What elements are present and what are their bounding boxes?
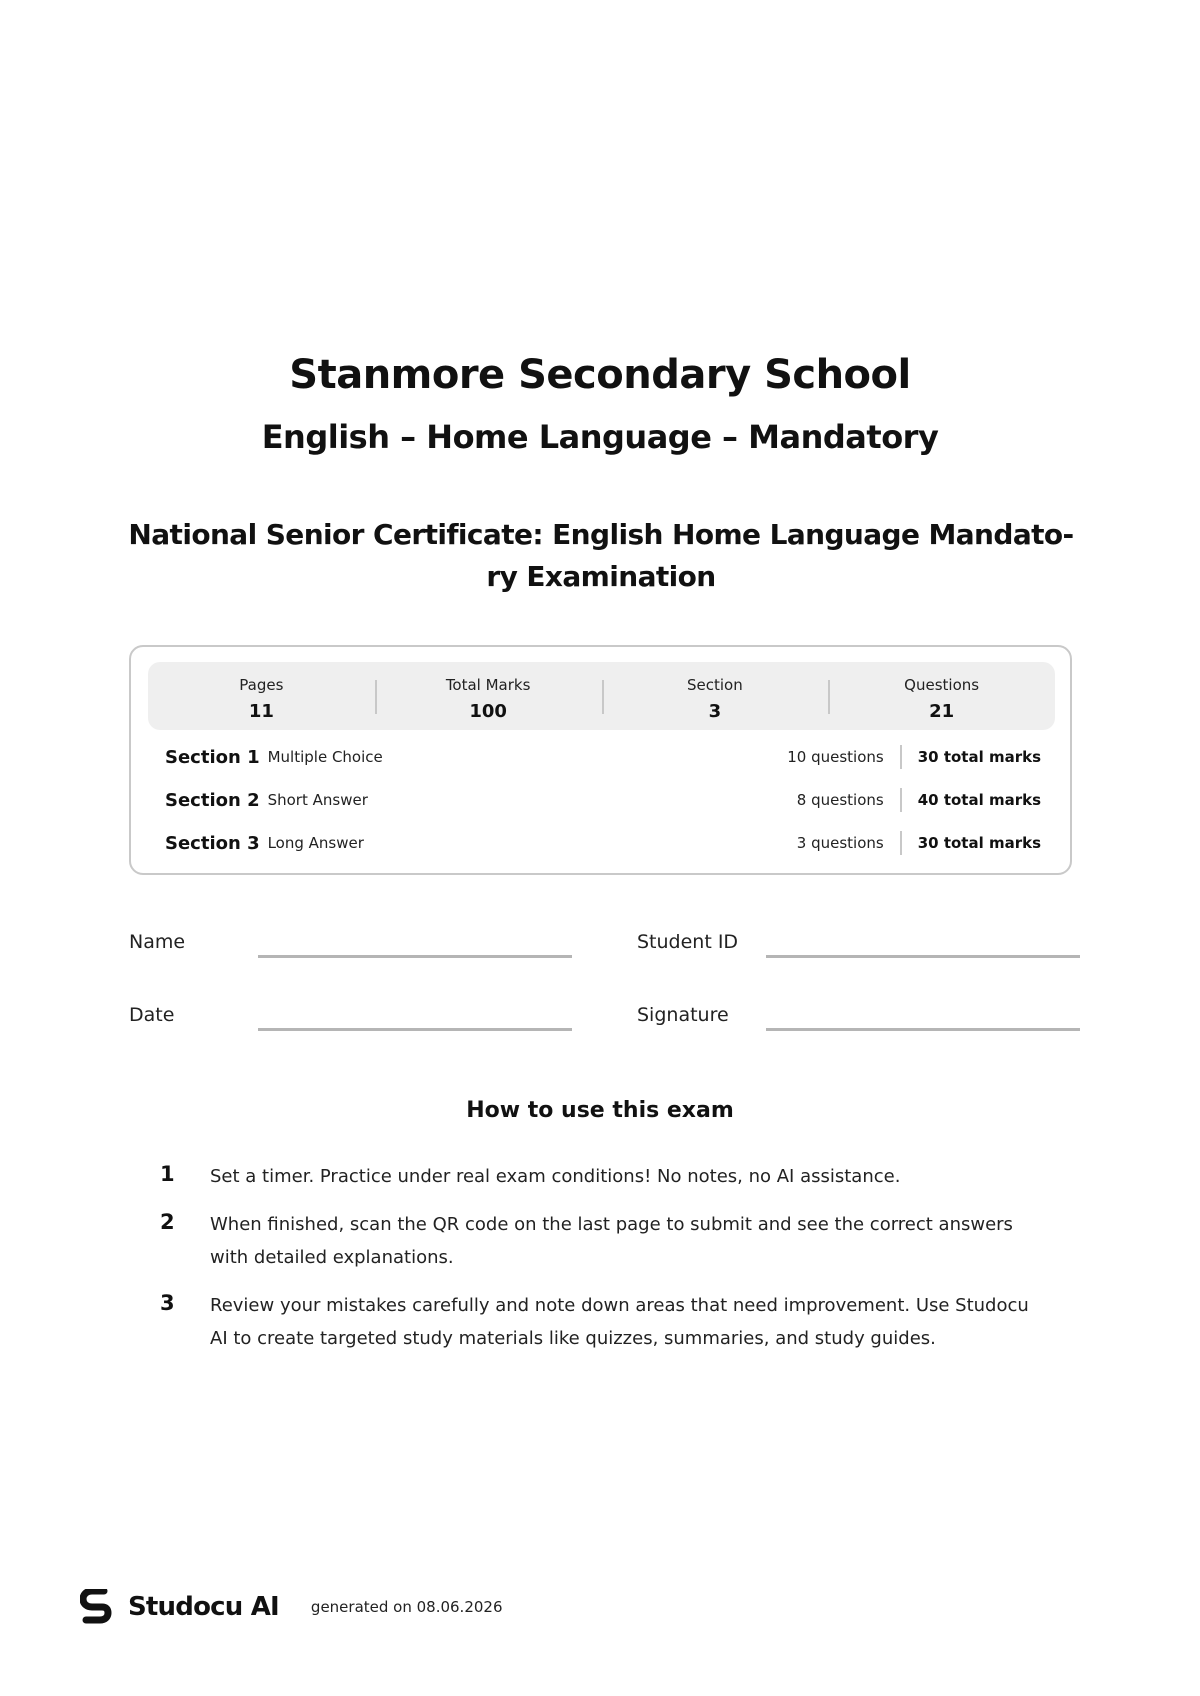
date-label: Date	[129, 1004, 175, 1026]
section-marks: 30 total marks	[917, 834, 1041, 852]
signature-field[interactable]	[766, 1028, 1080, 1031]
section-type: Short Answer	[267, 791, 368, 809]
stat-pages	[148, 662, 375, 730]
section-type: Multiple Choice	[267, 748, 383, 766]
howto-title: How to use this exam	[466, 1098, 734, 1123]
step-text-line: Set a timer. Practice under real exam conditions! No notes, no AI assistance.	[210, 1166, 901, 1187]
brand-name: Studocu AI	[128, 1592, 279, 1622]
step-number: 1	[160, 1162, 175, 1186]
section-marks: 40 total marks	[917, 791, 1041, 809]
step-number: 3	[160, 1291, 175, 1315]
step-text-line: with detailed explanations.	[210, 1247, 454, 1268]
subject-title: English – Home Language – Mandatory	[261, 418, 939, 456]
stat-value: 21	[929, 701, 955, 722]
step-text	[210, 1208, 1070, 1274]
step-text-line: AI to create targeted study materials like quizzes, summaries, and study guides.	[210, 1328, 936, 1349]
name-field[interactable]	[258, 955, 572, 958]
school-title: Stanmore Secondary School	[289, 352, 911, 398]
signature-label: Signature	[637, 1004, 729, 1026]
section-name: Section 3	[165, 832, 260, 854]
stat-label: Pages	[239, 676, 284, 694]
studocu-logo-icon	[80, 1589, 114, 1625]
footer	[80, 1588, 503, 1626]
generated-date: generated on 08.06.2026	[310, 1598, 503, 1616]
exam-title-line-1: National Senior Certificate: English Home Language Mandato-	[128, 518, 1074, 551]
date-field[interactable]	[258, 1028, 572, 1031]
section-name: Section 1	[165, 746, 260, 768]
stat-value: 11	[248, 701, 274, 722]
stat-label: Section	[687, 676, 743, 694]
section-row-2	[165, 786, 1041, 814]
stat-value: 3	[708, 701, 722, 722]
step-text-line: Review your mistakes carefully and note down areas that need improvement. Use Studocu	[210, 1295, 1029, 1316]
section-marks: 30 total marks	[917, 748, 1041, 766]
step-text	[210, 1289, 1070, 1355]
section-question-count: 8 questions	[797, 788, 902, 812]
section-question-count: 10 questions	[787, 745, 901, 769]
section-name: Section 2	[165, 789, 260, 811]
stat-label: Total Marks	[445, 676, 531, 694]
stats-bar	[148, 662, 1055, 730]
stat-questions	[828, 662, 1055, 730]
stat-value: 100	[469, 701, 507, 722]
stat-label: Questions	[904, 676, 980, 694]
step-text-line: When finished, scan the QR code on the last page to submit and see the correct answers	[210, 1214, 1013, 1235]
exam-title	[128, 514, 1074, 598]
student-id-field[interactable]	[766, 955, 1080, 958]
stat-total-marks	[375, 662, 602, 730]
stat-section	[602, 662, 829, 730]
section-row-1	[165, 743, 1041, 771]
section-question-count: 3 questions	[797, 831, 902, 855]
step-text	[210, 1160, 1070, 1193]
name-label: Name	[129, 931, 186, 953]
section-row-3	[165, 829, 1041, 857]
section-type: Long Answer	[267, 834, 364, 852]
student-id-label: Student ID	[637, 931, 739, 953]
exam-summary-box	[129, 645, 1072, 875]
exam-title-line-2: ry Examination	[486, 560, 716, 593]
step-number: 2	[160, 1210, 175, 1234]
